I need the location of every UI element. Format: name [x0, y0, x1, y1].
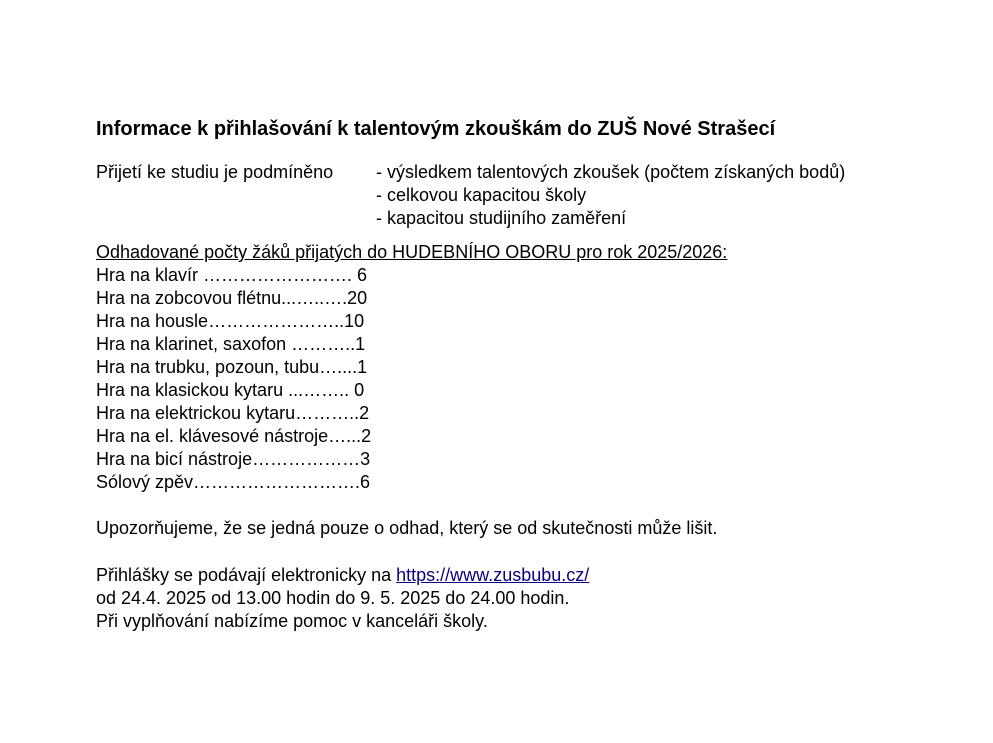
condition-item: - kapacitou studijního zaměření [376, 208, 627, 228]
estimate-row-recorder: Hra na zobcovou flétnu...…..….20 [96, 288, 368, 308]
admission-label: Přijetí ke studiu je podmíněno [96, 162, 334, 182]
admission-conditions [96, 161, 956, 230]
application-dates: od 24.4. 2025 od 13.00 hodin do 9. 5. 2025 do 24.00 hodin. [96, 588, 570, 608]
estimate-row-violin: Hra na housle…………………..10 [96, 311, 365, 331]
condition-item: - výsledkem talentových zkoušek (počtem získaných bodů) [376, 162, 846, 182]
application-link[interactable]: https://www.zusbubu.cz/ [396, 565, 590, 585]
application-info [96, 564, 956, 633]
estimate-row-voice: Sólový zpěv……………………….6 [96, 472, 371, 492]
application-line [96, 564, 956, 587]
disclaimer-note: Upozorňujeme, že se jedná pouze o odhad, který se od skutečnosti může lišit. [96, 518, 718, 538]
application-help: Při vyplňování nabízíme pomoc v kanceláři školy. [96, 611, 488, 631]
condition-list [376, 161, 845, 230]
estimates-heading: Odhadované počty žáků přijatých do HUDEBNÍHO OBORU pro rok 2025/2026: [96, 242, 728, 262]
estimate-row-brass: Hra na trubku, pozoun, tubu…....1 [96, 357, 368, 377]
document-page [96, 116, 956, 633]
estimate-row-drums: Hra na bicí nástroje………………3 [96, 449, 371, 469]
estimate-row-classical-guitar: Hra na klasickou kytaru ...…….. 0 [96, 380, 365, 400]
estimate-row-piano: Hra na klavír ……………………. 6 [96, 265, 368, 285]
estimates-section [96, 241, 956, 494]
condition-item: - celkovou kapacitou školy [376, 185, 587, 205]
page-title: Informace k přihlašování k talentovým zkouškám do ZUŠ Nové Strašecí [96, 118, 776, 140]
estimate-row-electric-guitar: Hra na elektrickou kytaru………..2 [96, 403, 370, 423]
estimate-row-clarinet-sax: Hra na klarinet, saxofon ………..1 [96, 334, 366, 354]
estimate-row-keyboards: Hra na el. klávesové nástroje…...2 [96, 426, 372, 446]
application-prefix: Přihlášky se podávají elektronicky na [96, 565, 397, 585]
